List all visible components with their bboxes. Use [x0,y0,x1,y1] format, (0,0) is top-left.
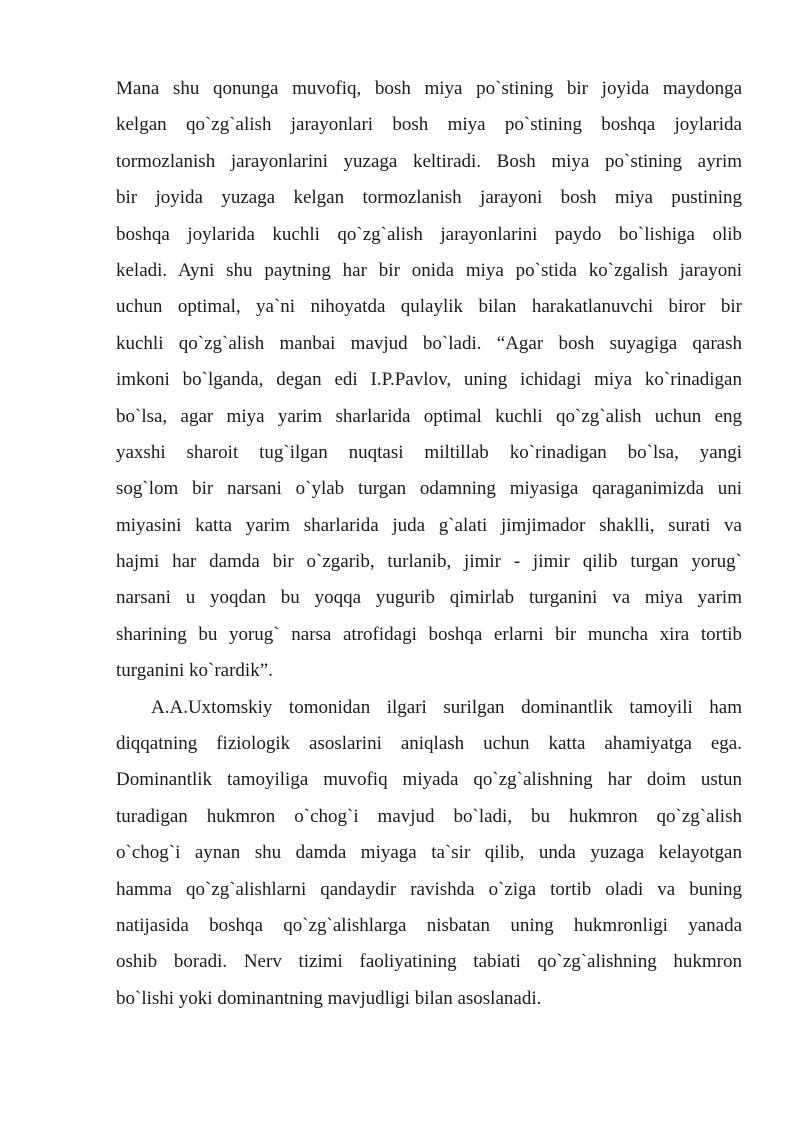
text-line: bo`lishi yoki dominantning mavjudligi bilan asoslanadi. [116,987,542,1009]
text-line: kelgan qo`zg`alish jarayonlari bosh miya po`stining boshqa joylarida [116,114,742,136]
text-line: oshib boradi. Nerv tizimi faoliyatining tabiati qo`zg`alishning hukmron [116,951,742,973]
text-line: yaxshi sharoit tug`ilgan nuqtasi miltillab ko`rinadigan bo`lsa, yangi [116,441,742,463]
paragraph [116,690,742,1018]
text-line: sharining bu yorug` narsa atrofidagi boshqa erlarni bir muncha xira tortib [116,623,742,645]
text-line: boshqa joylarida kuchli qo`zg`alish jarayonlarini paydo bo`lishiga olib [116,223,742,245]
text-line: turganini ko`rardik”. [116,660,273,682]
text-line: o`chog`i aynan shu damda miyaga ta`sir qilib, unda yuzaga kelayotgan [116,842,742,864]
text-line: imkoni bo`lganda, degan edi I.P.Pavlov, uning ichidagi miya ko`rinadigan [116,369,742,391]
text-line: turadigan hukmron o`chog`i mavjud bo`ladi, bu hukmron qo`zg`alish [116,805,742,827]
text-line: Mana shu qonunga muvofiq, bosh miya po`stining bir joyida maydonga [116,78,742,99]
body-text [116,71,742,1017]
text-line: uchun optimal, ya`ni nihoyatda qulaylik bilan harakatlanuvchi biror bir [116,296,742,318]
text-line: hajmi har damda bir o`zgarib, turlanib, jimir - jimir qilib turgan yorug` [116,551,742,573]
text-line: diqqatning fiziologik asoslarini aniqlash uchun katta ahamiyatga ega. [116,733,742,755]
text-line: bo`lsa, agar miya yarim sharlarida optimal kuchli qo`zg`alish uchun eng [116,405,742,427]
text-line: sog`lom bir narsani o`ylab turgan odamning miyasiga qaraganimizda uni [116,478,742,500]
paragraph [116,71,742,690]
text-line: natijasida boshqa qo`zg`alishlarga nisbatan uning hukmronligi yanada [116,914,742,936]
text-line: hamma qo`zg`alishlarni qandaydir ravishda o`ziga tortib oladi va buning [116,878,742,900]
text-line: A.A.Uxtomskiy tomonidan ilgari surilgan dominantlik tamoyili ham [151,696,742,718]
text-line: keladi. Ayni shu paytning har bir onida miya po`stida ko`zgalish jarayoni [116,259,742,281]
text-line: Dominantlik tamoyiliga muvofiq miyada qo`zg`alishning har doim ustun [116,769,742,791]
text-line: bir joyida yuzaga kelgan tormozlanish jarayoni bosh miya pustining [116,187,742,209]
text-line: kuchli qo`zg`alish manbai mavjud bo`ladi. “Agar bosh suyagiga qarash [116,332,742,354]
text-line: tormozlanish jarayonlarini yuzaga keltiradi. Bosh miya po`stining ayrim [116,150,742,172]
text-line: narsani u yoqdan bu yoqqa yugurib qimirlab turganini va miya yarim [116,587,742,609]
text-line: miyasini katta yarim sharlarida juda g`alati jimjimador shaklli, surati va [116,514,742,536]
